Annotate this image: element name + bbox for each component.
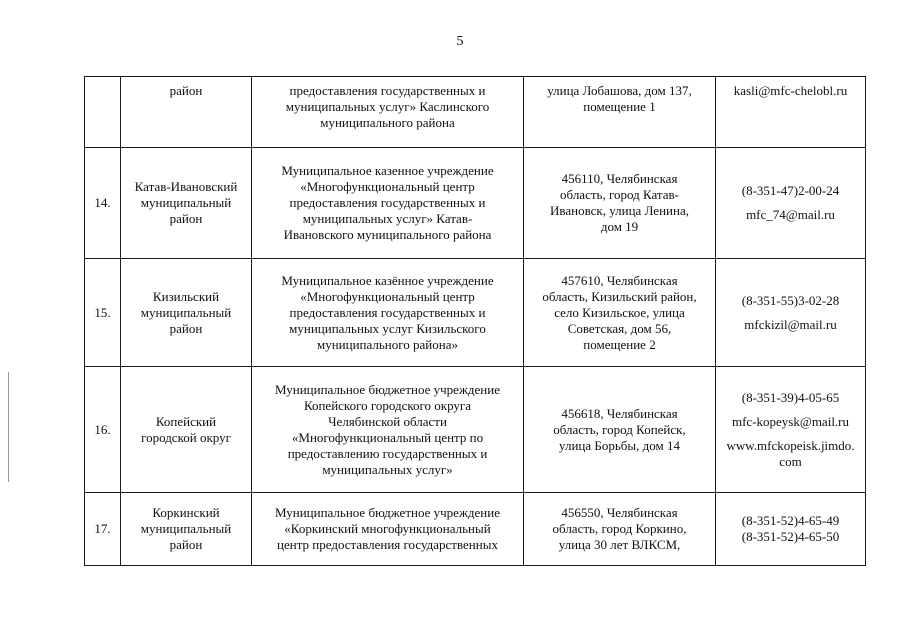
- address-text: село Кизильское, улица: [554, 304, 685, 320]
- row-number-cell: 14.: [85, 148, 121, 259]
- district-cell: [121, 148, 252, 259]
- address-cell: [524, 148, 716, 259]
- district-cell: [121, 367, 252, 493]
- scan-margin-mark: [8, 372, 9, 482]
- phone-text: (8-351-55)3-02-28: [741, 292, 840, 308]
- organization-cell: [252, 259, 524, 367]
- organization-text: Муниципальное бюджетное учреждение: [275, 505, 500, 520]
- organization-text: предоставлению государственных и: [287, 445, 488, 461]
- address-text: область, город Коркино,: [552, 521, 687, 536]
- district-text: Копейский: [155, 413, 217, 429]
- organization-text: предоставления государственных и: [289, 304, 486, 320]
- table-row: [85, 77, 866, 148]
- table-row: [85, 259, 866, 367]
- address-cell: [524, 367, 716, 493]
- contacts-cell: [716, 367, 866, 493]
- organization-text: муниципального района»: [317, 336, 458, 352]
- organization-text: центр предоставления государственных: [277, 537, 498, 552]
- district-text: Коркинский: [152, 505, 220, 520]
- organization-text: муниципального района: [320, 115, 455, 130]
- organization-cell: [252, 367, 524, 493]
- organization-text: «Многофункциональный центр по: [291, 429, 484, 445]
- website-text: www.mfckopeisk.jimdo.: [726, 437, 855, 453]
- email-text: mfc-kopeysk@mail.ru: [731, 413, 850, 429]
- row-number-cell: 15.: [85, 259, 121, 367]
- address-text: область, город Копейск,: [553, 421, 686, 437]
- district-cell: [121, 77, 252, 148]
- organization-text: предоставления государственных и: [289, 195, 486, 210]
- address-text: Советская, дом 56,: [567, 320, 672, 336]
- website-text: com: [779, 453, 802, 469]
- organization-text: «Многофункциональный центр: [300, 288, 475, 304]
- phone-text: (8-351-47)2-00-24: [741, 183, 840, 198]
- page-number: 5: [456, 34, 464, 49]
- contacts-cell: [716, 259, 866, 367]
- address-text: область, город Катав-: [560, 187, 679, 202]
- organization-text: «Многофункциональный центр: [300, 179, 475, 194]
- address-text: 456618, Челябинская: [561, 405, 678, 421]
- address-text: дом 19: [600, 219, 639, 234]
- address-text: Ивановск, улица Ленина,: [550, 203, 689, 218]
- district-cell: [121, 493, 252, 566]
- district-text: район: [169, 83, 203, 98]
- row-number-cell: 17.: [85, 493, 121, 566]
- organization-text: Челябинской области: [328, 413, 447, 429]
- organization-cell: [252, 77, 524, 148]
- district-text: Кизильский: [152, 288, 220, 304]
- phone-text: (8-351-52)4-65-49: [741, 513, 840, 528]
- district-text: муниципальный: [140, 195, 232, 210]
- district-text: район: [169, 537, 203, 552]
- organization-cell: [252, 493, 524, 566]
- address-text: 456550, Челябинская: [561, 505, 678, 520]
- organization-text: «Коркинский многофункциональный: [284, 521, 491, 536]
- organization-text: муниципальных услуг» Катав-: [302, 211, 473, 226]
- district-text: муниципальный: [140, 304, 232, 320]
- address-text: помещение 2: [583, 336, 656, 352]
- phone-text: (8-351-52)4-65-50: [741, 529, 840, 544]
- organization-text: муниципальных услуг» Каслинского: [285, 99, 490, 114]
- district-text: городской округ: [141, 429, 231, 445]
- organization-text: Муниципальное бюджетное учреждение: [275, 381, 500, 397]
- organization-text: Копейского городского округа: [303, 397, 472, 413]
- address-text: улица Лобашова, дом 137,: [547, 83, 692, 98]
- email-text: mfckizil@mail.ru: [744, 316, 837, 332]
- table-row: [85, 493, 866, 566]
- district-text: муниципальный: [140, 521, 232, 536]
- address-text: область, Кизильский район,: [542, 288, 697, 304]
- table-row: [85, 148, 866, 259]
- mfc-directory-table: [84, 76, 866, 566]
- phone-text: (8-351-39)4-05-65: [741, 389, 840, 405]
- district-cell: [121, 259, 252, 367]
- organization-text: муниципальных услуг Кизильского: [289, 320, 486, 336]
- address-cell: [524, 493, 716, 566]
- address-text: помещение 1: [583, 99, 656, 114]
- email-text: mfc_74@mail.ru: [746, 207, 835, 222]
- contacts-cell: [716, 493, 866, 566]
- address-text: 457610, Челябинская: [561, 272, 678, 288]
- organization-text: Ивановского муниципального района: [283, 227, 492, 242]
- address-text: улица Борьбы, дом 14: [559, 437, 680, 453]
- address-text: улица 30 лет ВЛКСМ,: [558, 537, 681, 552]
- row-number-cell: 16.: [85, 367, 121, 493]
- organization-text: Муниципальное казённое учреждение: [281, 272, 494, 288]
- district-text: район: [169, 320, 203, 336]
- address-cell: [524, 259, 716, 367]
- table-row: [85, 367, 866, 493]
- address-text: 456110, Челябинская: [561, 171, 678, 186]
- contacts-cell: [716, 148, 866, 259]
- organization-text: Муниципальное казенное учреждение: [281, 163, 494, 178]
- organization-cell: [252, 148, 524, 259]
- email-text: kasli@mfc-chelobl.ru: [733, 83, 848, 98]
- contacts-cell: [716, 77, 866, 148]
- district-text: Катав-Ивановский: [134, 179, 238, 194]
- address-cell: [524, 77, 716, 148]
- district-text: район: [169, 211, 203, 226]
- organization-text: предоставления государственных и: [289, 83, 486, 98]
- row-number-cell: [85, 77, 121, 148]
- organization-text: муниципальных услуг»: [322, 461, 453, 477]
